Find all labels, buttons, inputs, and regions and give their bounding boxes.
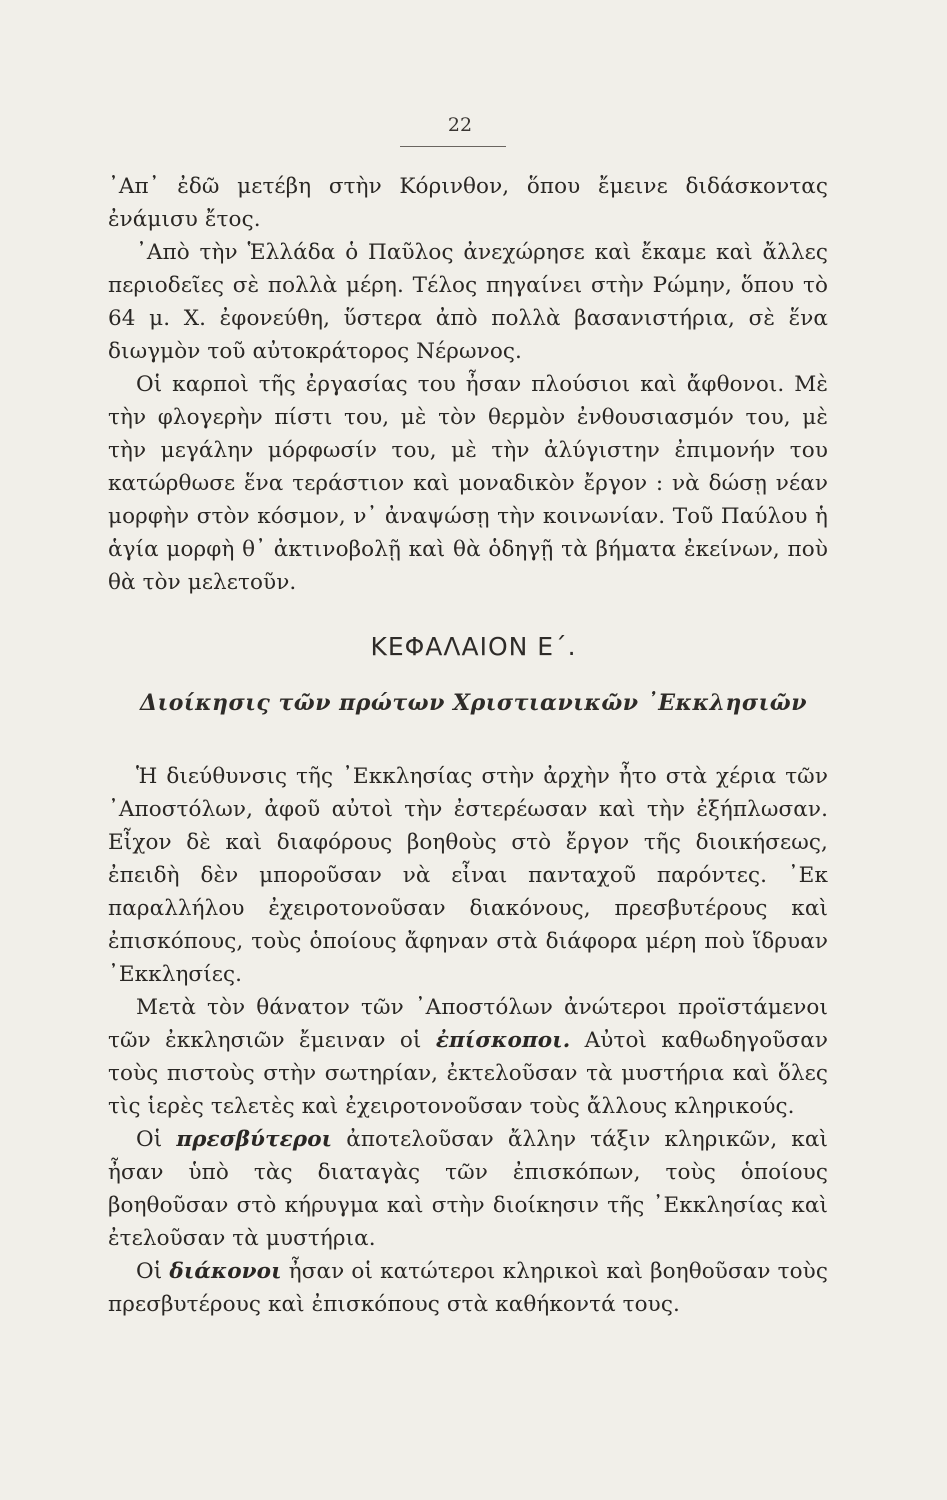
paragraph-bishops (108, 991, 828, 1123)
paragraph-presbyters (108, 1123, 828, 1255)
paragraph-travels: ᾽Απὸ τὴν Ἑλλάδα ὁ Παῦλος ἀνεχώρησε καὶ ἔκαμε καὶ ἄλλες περιοδεῖες σὲ πολλὰ μέρη. Τέλος πηγαίνει στὴν Ρώμην, ὅπου τὸ 64 μ. Χ. ἐφονεύθη, ὕστερα ἀπὸ πολλὰ βασανιστήρια, σὲ ἕνα διωγμὸν τοῦ αὐτοκράτορος Νέρωνος. (108, 240, 828, 364)
paragraph-deacons-end: ἦσαν οἱ κατώτεροι κληρικοὶ καὶ βοηθοῦσαν τοὺς πρεσβυτέρους καὶ ἐπισκόπους στὰ καθήκοντά τους. (108, 1259, 828, 1317)
paragraph-corinth: ᾽Απ᾽ ἐδῶ μετέβη στὴν Κόρινθον, ὅπου ἔμεινε διδάσκοντας ἐνάμισυ ἔτος. (108, 174, 828, 232)
paragraph-bishops-start: Μετὰ τὸν θάνατον τῶν ᾽Αποστόλων ἀνώτεροι προϊστάμενοι τῶν ἐκκλησιῶν ἔμειναν οἱ (108, 995, 828, 1053)
paragraph-administration: Ἡ διεύθυνσις τῆς ᾽Εκκλησίας στὴν ἀρχὴν ἦτο στὰ χέρια τῶν ᾽Αποστόλων, ἀφοῦ αὐτοὶ τὴν ἐστερέωσαν καὶ τὴν ἐξήπλωσαν. Εἶχον δὲ καὶ διαφόρους βοηθοὺς στὸ ἔργον τῆς διοικήσεως, ἐπειδὴ δὲν μποροῦσαν νὰ εἶναι πανταχοῦ παρόντες. ᾽Εκ παραλλήλου ἐχειροτονοῦσαν διακόνους, πρεσβυτέρους καὶ ἐπισκόπους, τοὺς ὁποίους ἄφηναν στὰ διάφορα μέρη ποὺ ἵδρυαν ᾽Εκκλησίες. (108, 764, 828, 987)
page-number: 22 (447, 114, 473, 136)
top-text-block (108, 170, 828, 599)
paragraph-deacons (108, 1255, 828, 1321)
term-deacons: διάκονοι (169, 1259, 282, 1284)
section-title: Διοίκησις τῶν πρώτων Χριστιανικῶν ᾽Εκκλησιῶν (140, 690, 807, 716)
paragraph-presbyters-end: ἀποτελοῦσαν ἄλλην τάξιν κληρικῶν, καὶ ἦσαν ὑπὸ τὰς διαταγὰς τῶν ἐπισκόπων, τοὺς ὁποίους βοηθοῦσαν στὸ κήρυγμα καὶ στὴν διοίκησιν τῆς ᾽Εκκλησίας καὶ ἐτελοῦσαν τὰ μυστήρια. (108, 1127, 828, 1251)
paragraph-deacons-start: Οἱ (136, 1259, 170, 1284)
paragraph-fruits: Οἱ καρποὶ τῆς ἐργασίας του ἦσαν πλούσιοι καὶ ἄφθονοι. Μὲ τὴν φλογερὴν πίστι του, μὲ τὸν θερμὸν ἐνθουσιασμόν του, μὲ τὴν μεγάλην μόρφωσίν του, μὲ τὴν ἀλύγιστην ἐπιμονήν του κατώρθωσε ἕνα τεράστιον καὶ μοναδικὸν ἔργον : νὰ δώσῃ νέαν μορφὴν στὸν κόσμον, ν᾽ ἀναψώσῃ τὴν κοινωνίαν. Τοῦ Παύλου ἡ ἁγία μορφὴ θ᾽ ἀκτινοβολῇ καὶ θὰ ὁδηγῇ τὰ βήματα ἐκείνων, ποὺ θὰ τὸν μελετοῦν. (108, 372, 828, 595)
term-bishops: ἐπίσκοποι. (435, 1028, 571, 1053)
term-presbyters: πρεσβύτεροι (176, 1127, 333, 1152)
bottom-text-block (108, 760, 828, 1321)
page-number-rule (400, 146, 506, 147)
paragraph-presbyters-start: Οἱ (136, 1127, 177, 1152)
chapter-heading: ΚΕΦΑΛΑΙΟΝ Ε΄. (370, 632, 577, 661)
paragraph-bishops-end: Αὐτοὶ καθωδηγοῦσαν τοὺς πιστοὺς στὴν σωτηρίαν, ἐκτελοῦσαν τὰ μυστήρια καὶ ὅλες τὶς ἱερὲς τελετὲς καὶ ἐχειροτονοῦσαν τοὺς ἄλλους κληρικούς. (108, 1028, 828, 1119)
